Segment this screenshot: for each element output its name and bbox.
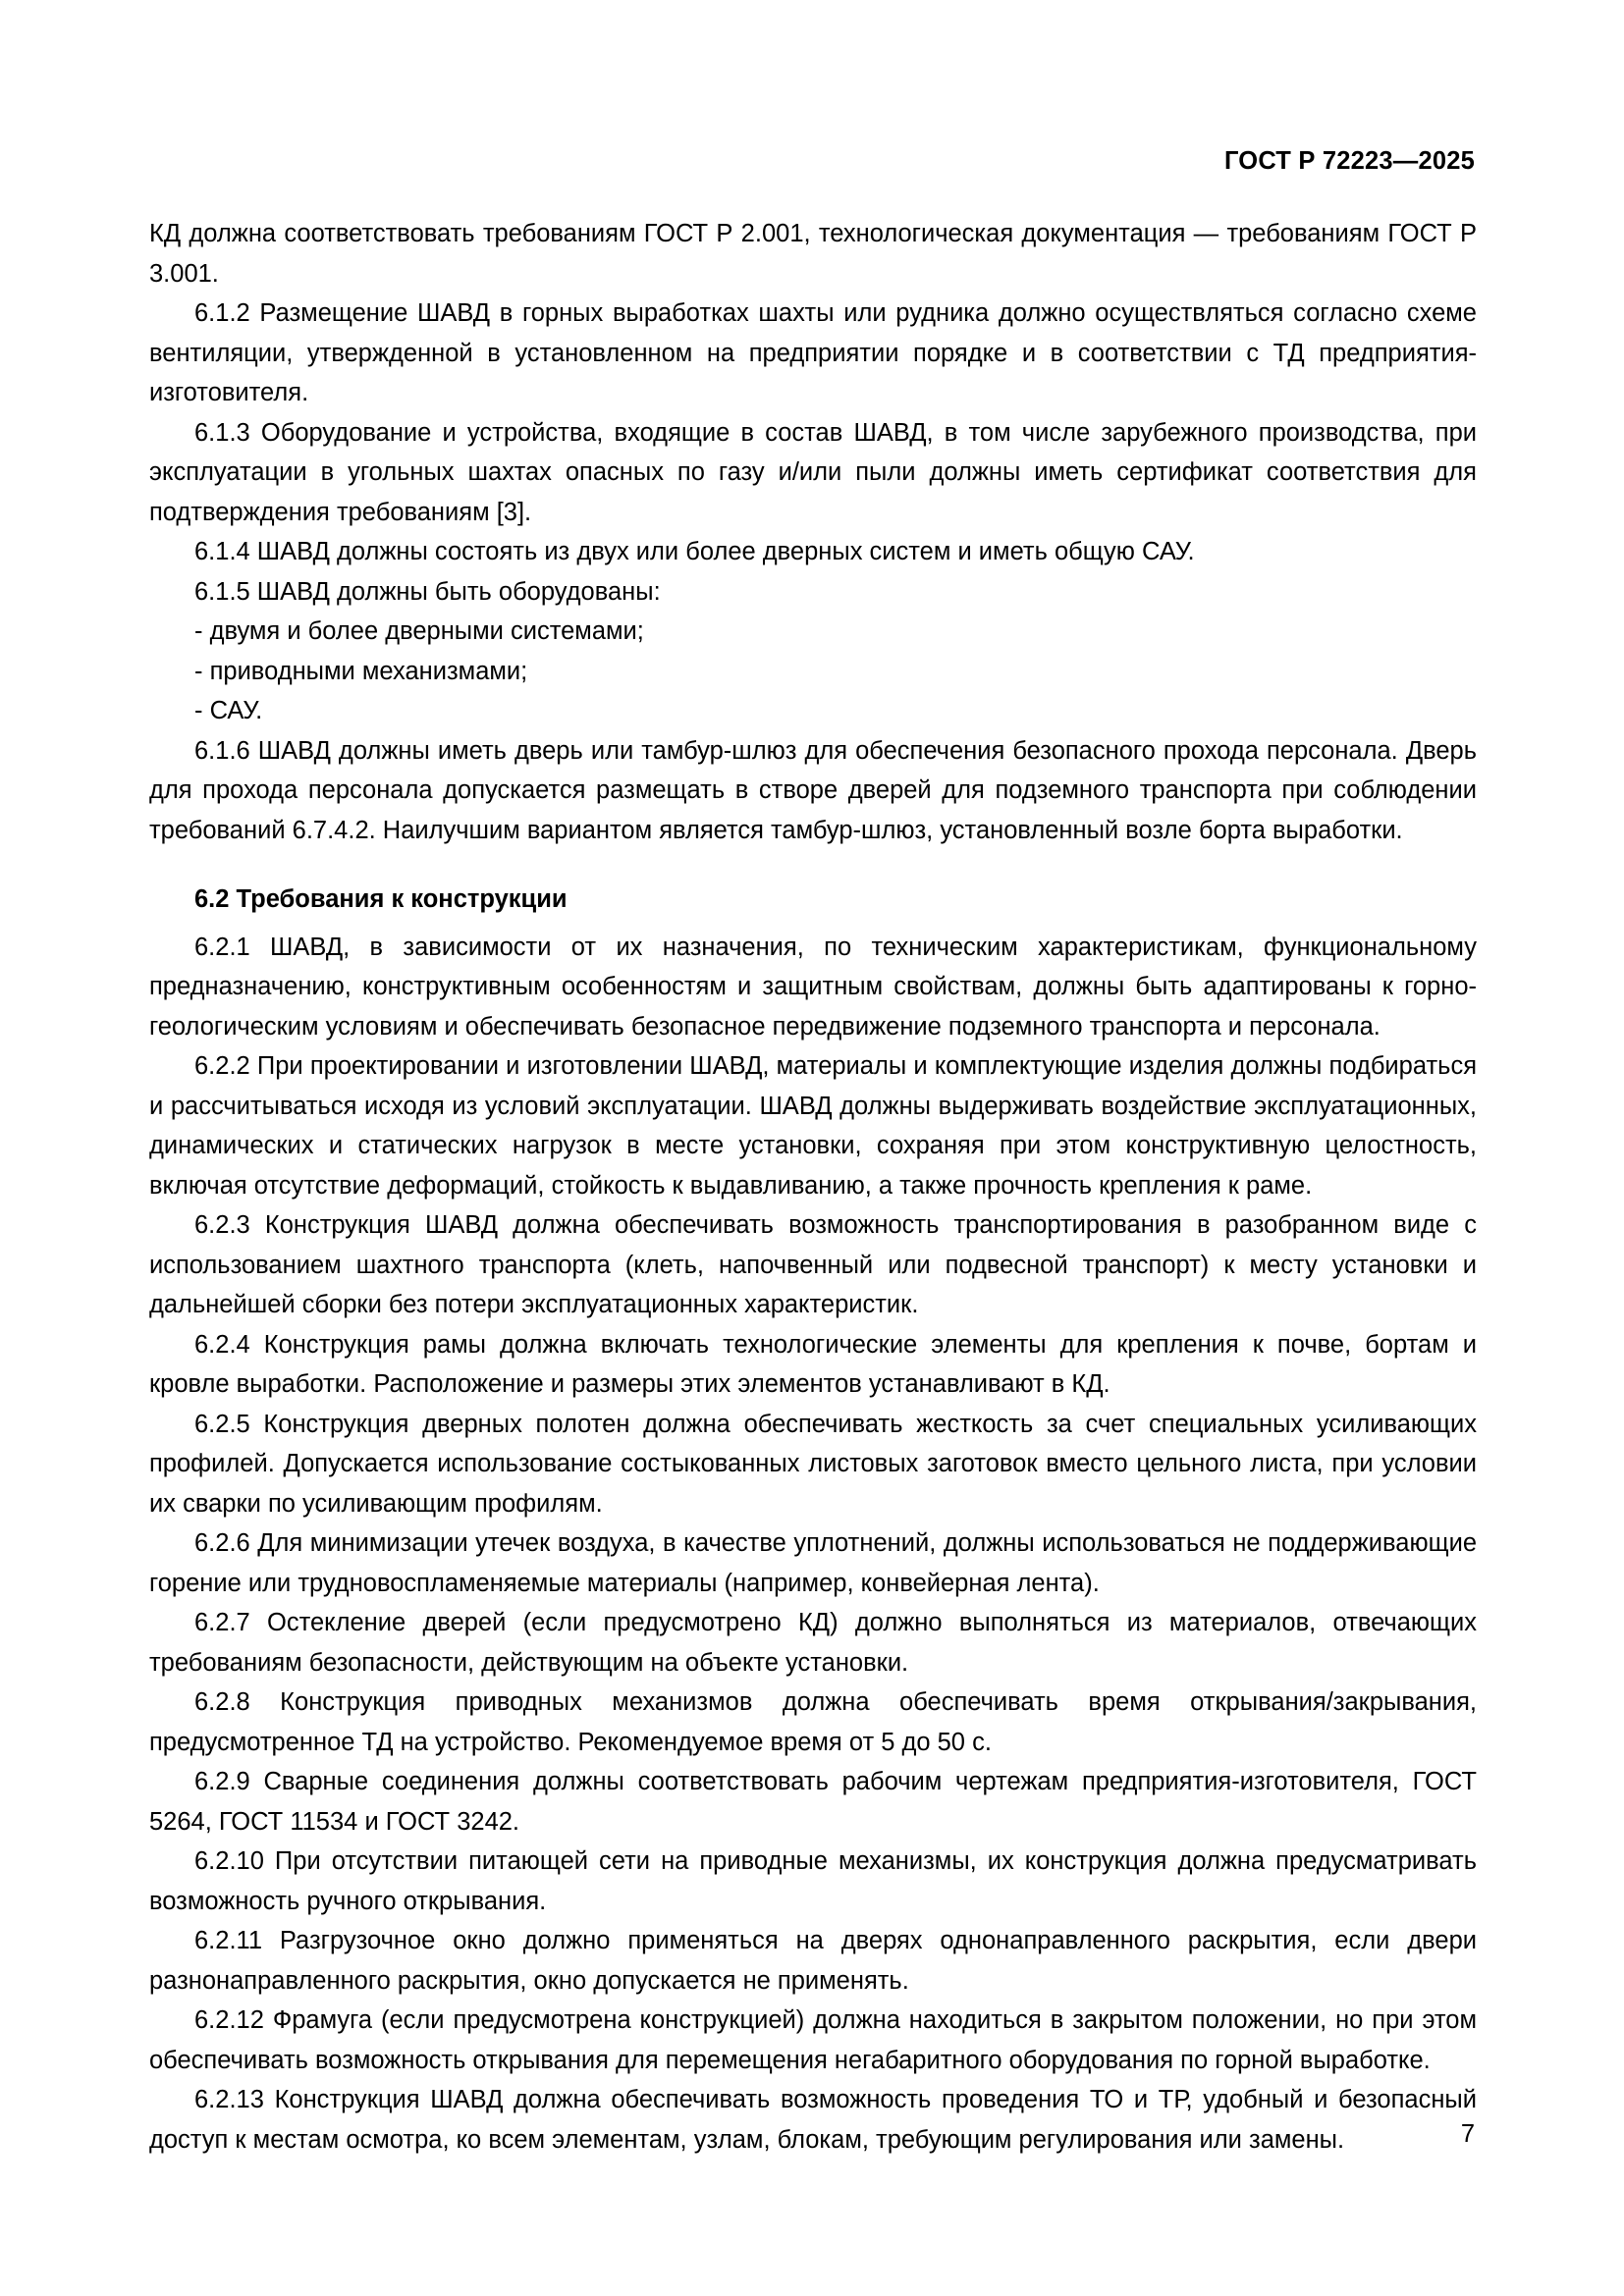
paragraph-6-2-2: 6.2.2 При проектировании и изготовлении ШАВД, материалы и комплектующие изделия должны подбираться и рассчитываться исходя из условий эксплуатации. ШАВД должны выдерживать воздействие эксплуатационных, динамических и статических нагрузок в месте установки, сохраняя при этом конструктивную целостность, включая отсутствие деформаций, стойкость к выдавливанию, а также прочность крепления к раме. [149, 1052, 1477, 1200]
paragraph-intro-kd: КД должна соответствовать требованиям ГОСТ Р 2.001, технологическая документация — требованиям ГОСТ Р 3.001. [149, 220, 1477, 288]
paragraph-6-2-3: 6.2.3 Конструкция ШАВД должна обеспечивать возможность транспортирования в разобранном виде с использованием шахтного транспорта (клеть, напочвенный или подвесной транспорт) к месту установки и дальнейшей сборки без потери эксплуатационных характеристик. [149, 1211, 1477, 1318]
paragraph-6-1-2: 6.1.2 Размещение ШАВД в горных выработках шахты или рудника должно осуществляться согласно схеме вентиляции, утвержденной в установленном на предприятии порядке и в соответствии с ТД предприятия-изготовителя. [149, 299, 1477, 406]
paragraph-6-2-10: 6.2.10 При отсутствии питающей сети на приводные механизмы, их конструкция должна предусматривать возможность ручного открывания. [149, 1847, 1477, 1915]
paragraph-6-1-4: 6.1.4 ШАВД должны состоять из двух или более дверных систем и иметь общую САУ. [194, 538, 1195, 565]
list-item-door-systems: - двумя и более дверными системами; [194, 617, 644, 645]
paragraph-6-2-11: 6.2.11 Разгрузочное окно должно применяться на дверях однонаправленного раскрытия, если двери разнонаправленного раскрытия, окно допускается не применять. [149, 1927, 1477, 1995]
list-item-drive-mechanisms: - приводными механизмами; [194, 657, 528, 685]
page-number: 7 [1460, 2120, 1475, 2148]
paragraph-6-2-8: 6.2.8 Конструкция приводных механизмов должна обеспечивать время открывания/закрывания, предусмотренное ТД на устройство. Рекомендуемое время от 5 до 50 с. [149, 1688, 1477, 1756]
paragraph-6-2-5: 6.2.5 Конструкция дверных полотен должна обеспечивать жесткость за счет специальных усиливающих профилей. Допускается использование состыкованных листовых заготовок вместо цельного листа, при условии их сварки по усиливающим профилям. [149, 1410, 1477, 1518]
document-body [149, 214, 1477, 2160]
paragraph-6-2-1: 6.2.1 ШАВД, в зависимости от их назначения, по техническим характеристикам, функциональному предназначению, конструктивным особенностям и защитным свойствам, должны быть адаптированы к горно-геологическим условиям и обеспечивать безопасное передвижение подземного транспорта и персонала. [149, 933, 1477, 1041]
paragraph-6-1-6: 6.1.6 ШАВД должны иметь дверь или тамбур-шлюз для обеспечения безопасного прохода персонала. Дверь для прохода персонала допускается размещать в створе дверей для подземного транспорта при соблюдении требований 6.7.4.2. Наилучшим вариантом является тамбур-шлюз, установленный возле борта выработки. [149, 736, 1477, 844]
paragraph-6-2-9: 6.2.9 Сварные соединения должны соответствовать рабочим чертежам предприятия-изготовителя, ГОСТ 5264, ГОСТ 11534 и ГОСТ 3242. [149, 1768, 1477, 1836]
paragraph-6-2-13: 6.2.13 Конструкция ШАВД должна обеспечивать возможность проведения ТО и ТР, удобный и безопасный доступ к местам осмотра, ко всем элементам, узлам, блокам, требующим регулирования или замены. [149, 2086, 1477, 2154]
paragraph-6-2-4: 6.2.4 Конструкция рамы должна включать технологические элементы для крепления к почве, бортам и кровле выработки. Расположение и размеры этих элементов устанавливают в КД. [149, 1330, 1477, 1398]
paragraph-6-1-3: 6.1.3 Оборудование и устройства, входящие в состав ШАВД, в том числе зарубежного производства, при эксплуатации в угольных шахтах опасных по газу и/или пыли должны иметь сертификат соответствия для подтверждения требованиям [3]. [149, 418, 1477, 526]
paragraph-6-2-12: 6.2.12 Фрамуга (если предусмотрена конструкцией) должна находиться в закрытом положении, но при этом обеспечивать возможность открывания для перемещения негабаритного оборудования по горной выработке. [149, 2006, 1477, 2074]
paragraph-6-2-7: 6.2.7 Остекление дверей (если предусмотрено КД) должно выполняться из материалов, отвечающих требованиям безопасности, действующим на объекте установки. [149, 1609, 1477, 1677]
section-heading-6-2: 6.2 Требования к конструкции [194, 885, 568, 913]
paragraph-6-1-5: 6.1.5 ШАВД должны быть оборудованы: [194, 577, 661, 606]
list-item-sau: - САУ. [194, 697, 263, 724]
paragraph-6-2-6: 6.2.6 Для минимизации утечек воздуха, в качестве уплотнений, должны использоваться не поддерживающие горение или трудновоспламеняемые материалы (например, конвейерная лента). [149, 1529, 1477, 1597]
page-header-standard-number: ГОСТ Р 72223—2025 [1223, 147, 1475, 175]
